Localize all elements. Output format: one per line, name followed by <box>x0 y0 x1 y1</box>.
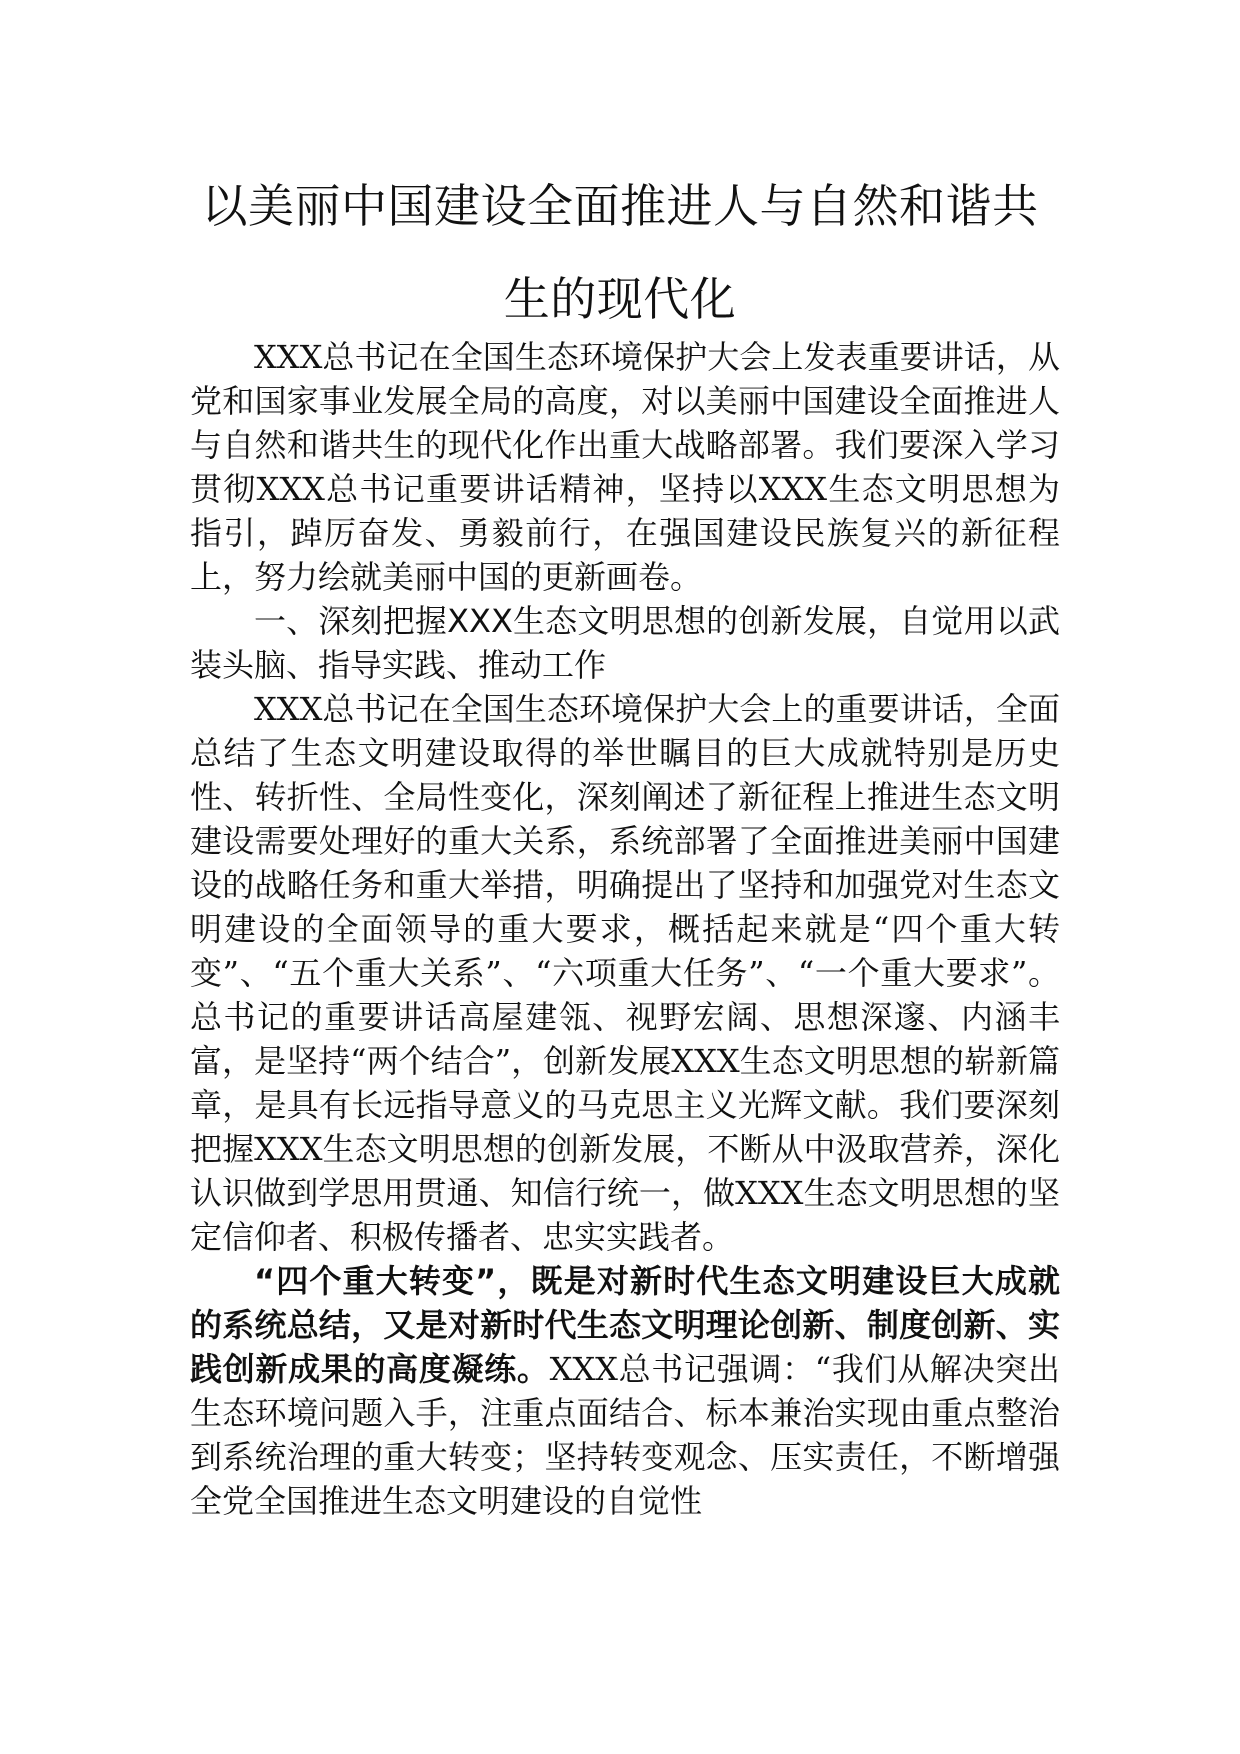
document-title <box>150 160 1090 346</box>
document-body <box>190 335 1060 1523</box>
paragraph-continuation: XXX总书记强调：“我们从解决突出生态环境问题入手，注重点面结合、标本兼治实现由重点整治到系统治理的重大转变；坚持转变观念、压实责任，不断增强全党全国推进生态文明建设的自觉性 <box>190 1350 1060 1520</box>
section-heading-1: 一、深刻把握XXX生态文明思想的创新发展，自觉用以武装头脑、指导实践、推动工作 <box>190 602 1060 684</box>
paragraph-intro: XXX总书记在全国生态环境保护大会上发表重要讲话，从党和国家事业发展全局的高度，对以美丽中国建设全面推进人与自然和谐共生的现代化作出重大战略部署。我们要深入学习贯彻XXX总书记重要讲话精神，坚持以XXX生态文明思想为指引，踔厉奋发、勇毅前行，在强国建设民族复兴的新征程上，努力绘就美丽中国的更新画卷。 <box>190 338 1060 596</box>
title-line-1: 以美丽中国建设全面推进人与自然和谐共 <box>201 179 1039 233</box>
paragraph-bold-lead: “四个重大转变”，既是对新时代生态文明建设巨大成就的系统总结，又是对新时代生态文明理论创新、制度创新、实践创新成果的高度凝练。 <box>190 1262 1060 1388</box>
paragraph-four-changes <box>190 1259 1060 1523</box>
title-line-2: 生的现代化 <box>503 272 737 326</box>
paragraph-section1: XXX总书记在全国生态环境保护大会上的重要讲话，全面总结了生态文明建设取得的举世瞩目的巨大成就特别是历史性、转折性、全局性变化，深刻阐述了新征程上推进生态文明建设需要处理好的重大关系，系统部署了全面推进美丽中国建设的战略任务和重大举措，明确提出了坚持和加强党对生态文明建设的全面领导的重大要求，概括起来就是“四个重大转变”、“五个重大关系”、“六项重大任务”、“一个重大要求”。总书记的重要讲话高屋建瓴、视野宏阔、思想深邃、内涵丰富，是坚持“两个结合”，创新发展XXX生态文明思想的崭新篇章，是具有长远指导意义的马克思主义光辉文献。我们要深刻把握XXX生态文明思想的创新发展，不断从中汲取营养，深化认识做到学思用贯通、知信行统一，做XXX生态文明思想的坚定信仰者、积极传播者、忠实实践者。 <box>190 690 1060 1256</box>
